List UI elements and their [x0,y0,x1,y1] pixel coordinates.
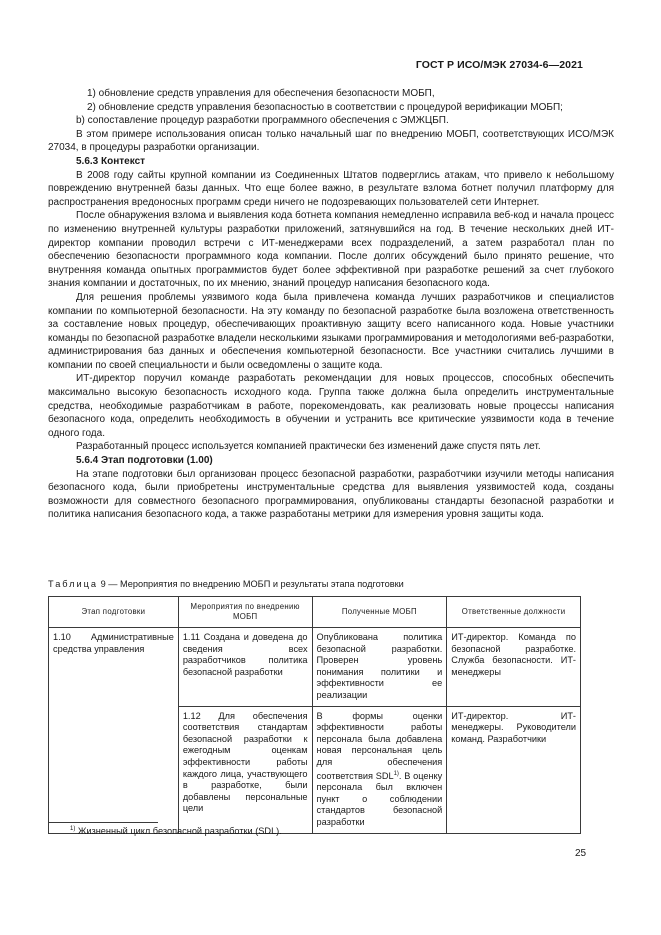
paragraph-2: После обнаружения взлома и выявления кода ботнета компания немедленно исправила веб-код и начала процесс по изменению внутренней культуры разработки приложений, затянувшийся на год. В течение нескольких дней ИТ-директор компании проводил встречи с ИТ-менеджерами всех подразделений, а затем разработал план по обеспечению безопасности программного кода компании. После долгих обсуждений было принято решение, что внутренняя команда опытных программистов будет более эффективной при разработке решений за счет глубокого знания компании и достаточных, по их мнению, знаний процедур написания безопасного кода. [48,210,614,290]
paragraph-5: Разработанный процесс используется компанией практически без изменений даже спустя пять лет. [76,441,541,453]
cell-result-part-b: . В оценку персонала был включен пункт о соблюдении стандартов безопасной разработки [316,770,443,827]
example-note: В этом примере использования описан только начальный шаг по внедрению МОБП, соответствующих ИСО/МЭК 27034, в процедуры разработки организации. [48,128,614,154]
cell-result [312,706,447,833]
header-stage: Этап подготовки [49,597,179,628]
table-row [49,628,581,707]
cell-roles: ИТ-директор. ИТ-менеджеры. Руководители команд. Разработчики [447,706,581,833]
page-number: 25 [575,848,587,859]
section-5-6-4-title: 5.6.4 Этап подготовки (1.00) [76,455,213,467]
paragraph-3: Для решения проблемы уязвимого кода была привлечена команда лучших разработчиков и специалистов компании по компьютерной безопасности. На эту команду по безопасной разработке была возложена ответственность за составление новых процедур, обеспечивающих проактивную защиту всего написанного кода. Новые участники команды по безопасной разработке владели несколькими языками программирования и методологиями веб-разработки, администрирования баз данных и обеспечения компьютерной безопасности. Все участники считались лучшими в компании по своей специальности и были осведомлены о защите кода. [48,291,614,371]
list-item-b: b) сопоставление процедур разработки программного обеспечения с ЭМЖЦБП. [76,115,449,127]
activities-table [48,596,581,837]
paragraph-4: ИТ-директор поручил команде разработать рекомендации для новых процессов, способных обеспечить максимально высокую безопасность исходного кода. Группа также должна была определить инструментальные средства, необходимые разработчикам в работе, порекомендовать, как реализовать новые процессы написания безопасного кода, определить необходимость в обучении и устранить все критические уязвимости кода в течение одного года. [48,373,614,439]
cell-roles: ИТ-директор. Команда по безопасной разработке. Служба безопасности. ИТ-менеджеры [447,628,581,707]
cell-result: Опубликована политика безопасной разработки. Проверен уровень понимания политики и эффективности ее реализации [312,628,447,707]
cell-activity: 1.12 Для обеспечения соответствия стандартам безопасной разработки к ежегодным оценкам эффективности работы каждого лица, участвующего в разработке, были добавлены персональные цели [178,706,312,833]
table-header-row [49,597,581,628]
footnote-mark: 1) [70,826,76,832]
footnote-ref: 1) [393,770,399,777]
header-roles: Ответственные должности [447,597,581,628]
body-text [48,87,614,522]
table-caption [48,579,404,589]
header-result: Полученные МОБП [312,597,447,628]
paragraph-1: В 2008 году сайты крупной компании из Соединенных Штатов подверглись атакам, что привело к небольшому повреждению внутренней базы данных. Что еще более важно, в результате взлома ботнет получил платформу для распространения вредоносных программ среди ничего не подозревающих пользователей сети Интернет. [48,169,614,208]
table-caption-label: Таблица [48,579,99,589]
footnote [70,826,282,836]
list-item-1: 1) обновление средств управления для обеспечения безопасности МОБП, [87,88,435,99]
footnote-text: Жизненный цикл безопасной разработки (SDL). [77,826,282,837]
cell-stage: 1.10 Административные средства управления [49,628,179,834]
cell-result-part-a: В формы оценки эффективности работы персонала была добавлена новая персональная цель для обеспечения соответствия SDL [316,710,443,781]
list-item-2: 2) обновление средств управления безопасностью в соответствии с процедурой верификации МОБП; [87,101,563,113]
header-activity: Мероприятия по внедрению МОБП [178,597,312,628]
document-header: ГОСТ Р ИСО/МЭК 27034-6—2021 [415,59,583,71]
footnote-divider [48,822,158,823]
paragraph-6: На этапе подготовки был организован процесс безопасной разработки, разработчики изучили методы написания безопасного кода, были приобретены инструментальные средства для выявления уязвимостей кода, созданы возможности для совместного безопасного программирования, опубликованы стандарты безопасной разработки и политика написания безопасного кода, а также разработаны метрики для измерения уровня защиты кода. [48,468,614,521]
table-caption-text: 9 — Мероприятия по внедрению МОБП и результаты этапа подготовки [100,579,404,589]
section-5-6-3-title: 5.6.3 Контекст [76,155,146,167]
cell-activity: 1.11 Создана и доведена до сведения всех разработчиков политика безопасной разработки [178,628,312,707]
